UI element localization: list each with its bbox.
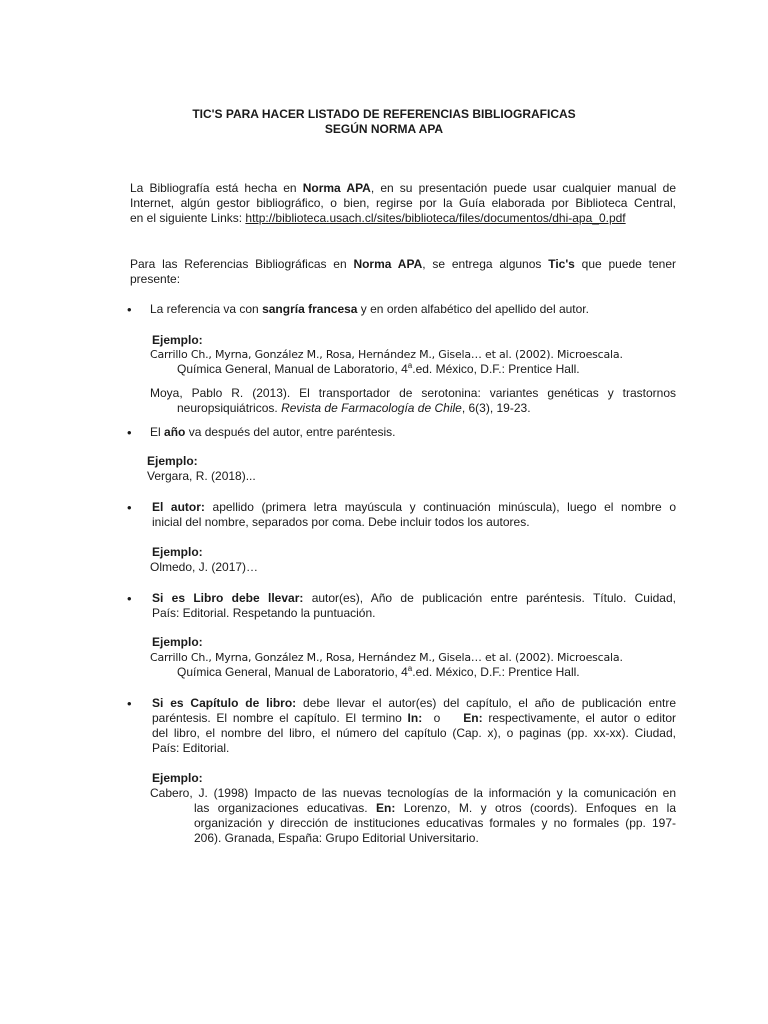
tip-1-line [150,302,589,316]
tip-1 [150,302,676,317]
text: , 6(3), 19-23. [461,401,531,415]
reference-entry [150,786,676,846]
document-title-line1: TIC'S PARA HACER LISTADO DE REFERENCIAS BIBLIOGRAFICAS [192,107,576,121]
text: Lorenzo, M. y otros (coords). Enfoques en la [395,801,677,815]
intro-text: en el siguiente Links: [130,211,246,225]
tip-5-line-4: País: Editorial. [152,741,230,755]
text: que puede tener [574,257,677,271]
reference-line [150,665,676,680]
example-label: Ejemplo: [152,771,203,785]
bold-text: In: [407,711,423,725]
reference-entry [150,347,676,377]
text: Química General, Manual de Laboratorio, 4 [177,362,408,376]
intro-paragraph [130,181,676,226]
bullet-icon: • [127,302,132,317]
italic-text: Revista de Farmacología de Chile [281,401,462,415]
tip-5-line-1 [152,696,676,711]
intro-line-3 [130,211,676,226]
tips-intro-line-2: presente: [130,272,181,286]
reference-line [150,650,676,665]
tip-4 [152,591,676,621]
text: o [422,711,464,725]
text: Para las Referencias Bibliográficas en [130,257,354,271]
text: La referencia va con [150,302,263,316]
reference-entry [150,650,676,680]
tips-intro-paragraph [130,257,676,287]
tips-intro-line-1 [130,257,676,272]
reference-line: organización y dirección de instituciones educativas formales y no formales (pp. 197- [194,816,676,830]
text: y en orden alfabético del apellido del autor. [357,302,589,316]
text: .ed. México, D.F.: Prentice Hall. [412,362,580,376]
text: va después del autor, entre paréntesis. [185,425,396,439]
reference-entry [150,386,676,416]
text: El [150,425,165,439]
tip-3-line-2: inicial del nombre, separados por coma. Debe incluir todos los autores. [152,515,530,529]
text: paréntesis. El nombre el capítulo. El termino [152,711,408,725]
text: debe llevar el autor(es) del capítulo, el año de publicación entre [296,696,677,710]
tip-3-line-1 [152,500,676,515]
intro-line-1 [130,181,676,196]
bold-text: Si es Capítulo de libro: [152,696,297,710]
tip-5 [152,696,676,756]
tip-2 [150,425,676,440]
example-label: Ejemplo: [152,545,203,559]
intro-text: , en su presentación puede usar cualquier manual de [370,181,677,195]
text: Carrillo Ch., Myrna, González M., Rosa, Hernández M., Gisela… et al. (2002). Microescala. [150,651,623,664]
superscript: a [407,664,413,673]
reference-line: Cabero, J. (1998) Impacto de las nuevas tecnologías de la información y la comunicación en [150,786,676,800]
text: respectivamente, el autor o editor [482,711,677,725]
tip-3 [152,500,676,530]
intro-line-2: Internet, algún gestor bibliográfico, o bien, regirse por la Guía elaborada por Biblioteca Central, [130,196,676,210]
text: Química General, Manual de Laboratorio, 4 [177,665,408,679]
reference-line: 206). Granada, España: Grupo Editorial Universitario. [194,831,479,845]
text: , se entrega algunos [422,257,549,271]
tip-2-line [150,425,396,439]
reference-line: Moya, Pablo R. (2013). El transportador de serotonina: variantes genéticas y trastornos [150,386,676,400]
intro-bold: Norma APA [302,181,371,195]
bullet-icon: • [127,591,132,606]
example-label: Ejemplo: [147,454,198,468]
intro-text: La Bibliografía está hecha en [130,181,303,195]
text: las organizaciones educativas. [194,801,376,815]
tip-4-line-1 [152,591,676,606]
bullet-icon: • [127,500,132,515]
example-text: Olmedo, J. (2017)… [150,560,259,574]
text: neuropsiquiátricos. [177,401,282,415]
reference-line [150,362,676,377]
text: .ed. México, D.F.: Prentice Hall. [412,665,580,679]
reference-line [150,347,676,362]
text: Carrillo Ch., Myrna, González M., Rosa, Hernández M., Gisela… et al. (2002). Microescala. [150,348,623,361]
apa-guide-link[interactable]: http://biblioteca.usach.cl/sites/biblioteca/files/documentos/dhi-apa_0.pdf [245,211,626,225]
bold-text: En: [463,711,483,725]
bold-text: En: [375,801,396,815]
reference-line [150,401,676,416]
example-text: Vergara, R. (2018)... [147,469,256,483]
tip-4-line-2: País: Editorial. Respetando la puntuación. [152,606,376,620]
example-label: Ejemplo: [152,635,203,649]
bold-text: Norma APA [353,257,423,271]
tip-5-line-2 [152,711,676,726]
example-label: Ejemplo: [152,333,203,347]
bullet-icon: • [127,696,132,711]
bold-text: Tic's [548,257,575,271]
reference-line [150,801,676,816]
bold-text: El autor: [152,500,205,514]
bullet-icon: • [127,425,132,440]
tip-5-line-3: del libro, el nombre del libro, el número del capítulo (Cap. x), o paginas (pp. xx-xx). Ciudad, [152,726,676,740]
bold-text: año [164,425,186,439]
text: apellido (primera letra mayúscula y continuación minúscula), luego el nombre o [204,500,677,514]
bold-text: Si es Libro debe llevar: [152,591,304,605]
superscript: a [407,361,413,370]
document-title-line2: SEGÚN NORMA APA [324,122,444,136]
text: autor(es), Año de publicación entre paréntesis. Título. Cuidad, [303,591,676,605]
bold-text: sangría francesa [262,302,358,316]
